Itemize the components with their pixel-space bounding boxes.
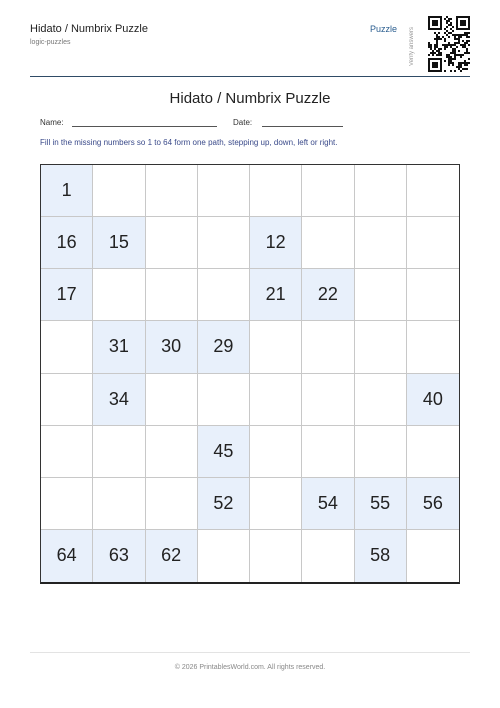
empty-cell[interactable]: [198, 269, 250, 321]
page-title: Hidato / Numbrix Puzzle: [169, 90, 331, 107]
empty-cell[interactable]: [93, 269, 145, 321]
empty-cell[interactable]: [41, 321, 93, 373]
given-cell: 22: [302, 269, 354, 321]
empty-cell[interactable]: [355, 426, 407, 478]
given-cell: 64: [41, 530, 93, 582]
empty-cell[interactable]: [302, 165, 354, 217]
given-cell: 17: [41, 269, 93, 321]
empty-cell[interactable]: [355, 374, 407, 426]
empty-cell[interactable]: [407, 530, 459, 582]
empty-cell[interactable]: [407, 426, 459, 478]
empty-cell[interactable]: [355, 217, 407, 269]
empty-cell[interactable]: [41, 374, 93, 426]
header-title: Hidato / Numbrix Puzzle: [30, 23, 148, 35]
footer-divider: [30, 652, 470, 653]
empty-cell[interactable]: [407, 269, 459, 321]
empty-cell[interactable]: [250, 165, 302, 217]
given-cell: 63: [93, 530, 145, 582]
empty-cell[interactable]: [302, 374, 354, 426]
empty-cell[interactable]: [407, 217, 459, 269]
empty-cell[interactable]: [93, 426, 145, 478]
given-cell: 34: [93, 374, 145, 426]
given-cell: 31: [93, 321, 145, 373]
given-cell: 52: [198, 478, 250, 530]
given-cell: 1: [41, 165, 93, 217]
empty-cell[interactable]: [355, 165, 407, 217]
given-cell: 55: [355, 478, 407, 530]
given-cell: 21: [250, 269, 302, 321]
date-field[interactable]: [262, 126, 343, 127]
verify-answers-label: Verify answers: [409, 26, 415, 66]
given-cell: 54: [302, 478, 354, 530]
empty-cell[interactable]: [198, 165, 250, 217]
header-divider: [30, 76, 470, 77]
empty-cell[interactable]: [41, 478, 93, 530]
category-badge[interactable]: Puzzle: [370, 24, 398, 34]
empty-cell[interactable]: [302, 217, 354, 269]
empty-cell[interactable]: [146, 374, 198, 426]
empty-cell[interactable]: [93, 165, 145, 217]
empty-cell[interactable]: [146, 269, 198, 321]
header-subtitle: logic-puzzles: [30, 39, 71, 46]
given-cell: 56: [407, 478, 459, 530]
empty-cell[interactable]: [302, 530, 354, 582]
name-label: Name:: [40, 118, 64, 127]
empty-cell[interactable]: [250, 321, 302, 373]
empty-cell[interactable]: [41, 426, 93, 478]
empty-cell[interactable]: [146, 217, 198, 269]
qr-code-icon[interactable]: [428, 16, 470, 72]
empty-cell[interactable]: [407, 165, 459, 217]
given-cell: 45: [198, 426, 250, 478]
puzzle-grid: [40, 164, 460, 584]
given-cell: 12: [250, 217, 302, 269]
given-cell: 15: [93, 217, 145, 269]
empty-cell[interactable]: [355, 269, 407, 321]
date-label: Date:: [233, 118, 253, 127]
empty-cell[interactable]: [250, 426, 302, 478]
empty-cell[interactable]: [302, 321, 354, 373]
empty-cell[interactable]: [198, 374, 250, 426]
empty-cell[interactable]: [146, 165, 198, 217]
empty-cell[interactable]: [302, 426, 354, 478]
given-cell: 40: [407, 374, 459, 426]
footer-copyright: © 2026 PrintablesWorld.com. All rights reserved.: [174, 664, 326, 671]
given-cell: 29: [198, 321, 250, 373]
given-cell: 58: [355, 530, 407, 582]
empty-cell[interactable]: [355, 321, 407, 373]
given-cell: 16: [41, 217, 93, 269]
given-cell: 62: [146, 530, 198, 582]
empty-cell[interactable]: [250, 374, 302, 426]
empty-cell[interactable]: [146, 478, 198, 530]
instructions: Fill in the missing numbers so 1 to 64 form one path, stepping up, down, left or right.: [40, 138, 338, 147]
empty-cell[interactable]: [198, 530, 250, 582]
empty-cell[interactable]: [250, 530, 302, 582]
name-field[interactable]: [72, 126, 217, 127]
empty-cell[interactable]: [407, 321, 459, 373]
empty-cell[interactable]: [146, 426, 198, 478]
empty-cell[interactable]: [93, 478, 145, 530]
empty-cell[interactable]: [198, 217, 250, 269]
given-cell: 30: [146, 321, 198, 373]
empty-cell[interactable]: [250, 478, 302, 530]
